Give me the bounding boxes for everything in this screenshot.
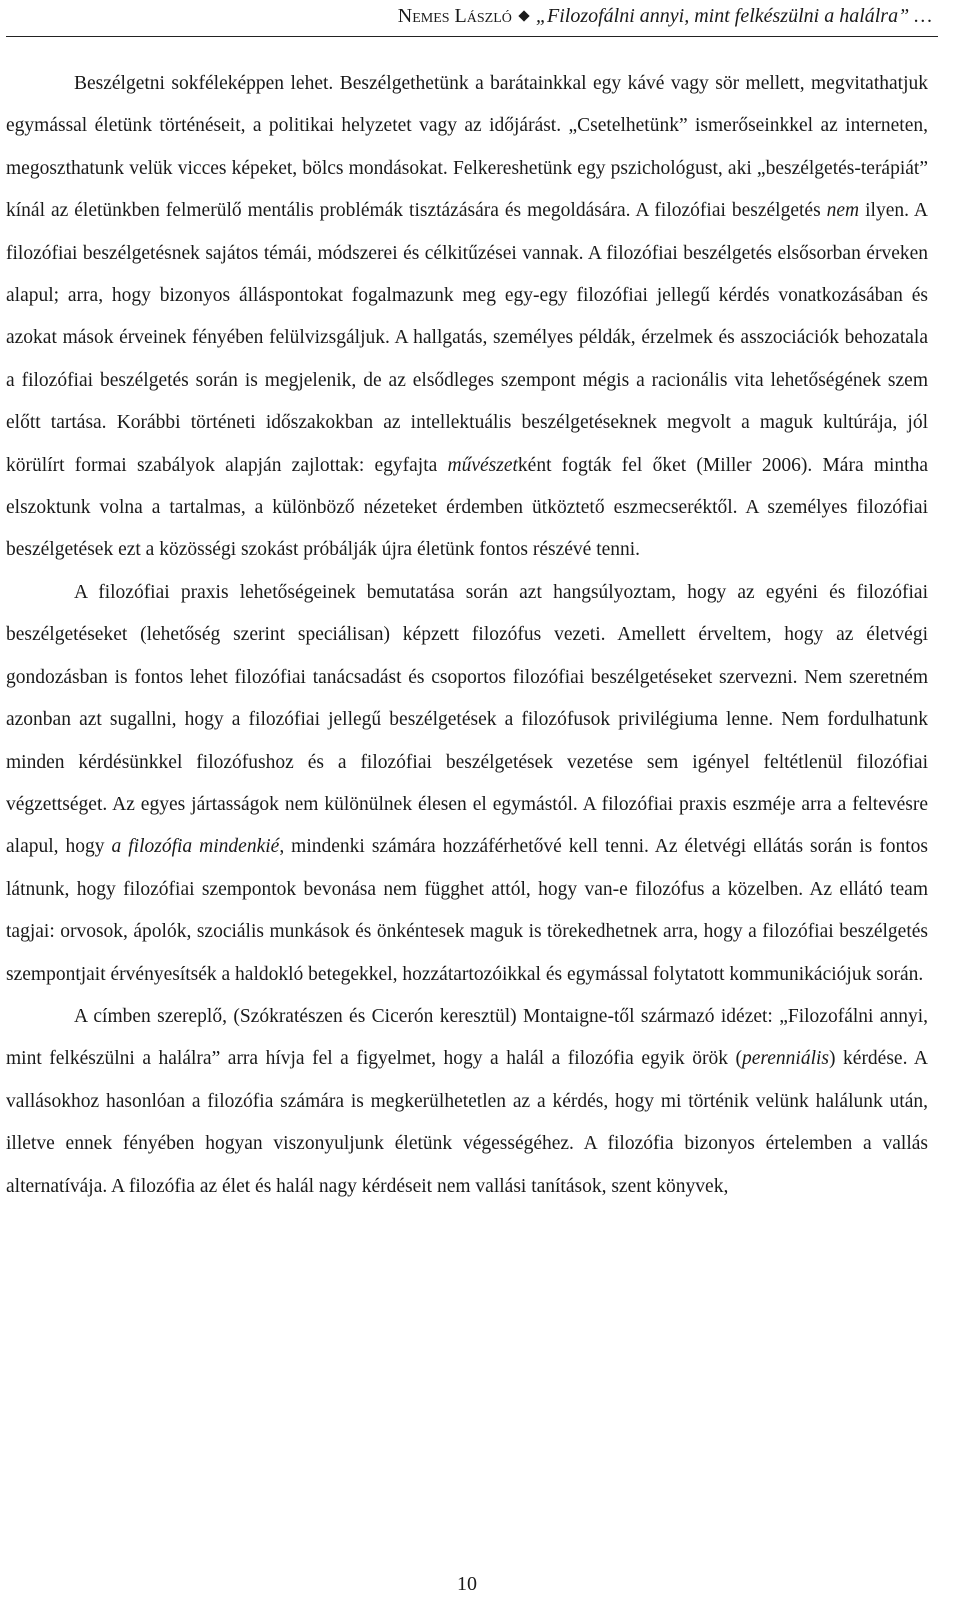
page-number: 10 [457, 1573, 477, 1595]
diamond-bullet-icon [518, 10, 529, 21]
paragraph-1 [6, 63, 928, 572]
italic-run: nem [826, 200, 860, 222]
italic-run: perenniális [741, 1048, 830, 1070]
text-run: A címben szereplő, (Szókratészen és Cicerón keresztül) Montaigne-től származó idézet: „Filozofálni annyi, mint felkészülni a halálra” arra hívja fel a figyelmet, hogy a halál a filozófia egyik örök ( [6, 1005, 928, 1070]
text-run: , mindenki számára hozzáférhetővé kell tenni. Az életvégi ellátás során is fontos látnunk, hogy filozófiai szempontok bevonása nem függhet attól, hogy van-e filozófus a közelben. Az ellátó team tagjai: orvosok, ápolók, szociális munkások és önkéntesek maguk is törekedhetnek arra, hogy a filozófiai beszélgetés szempontjait érvényesítsék a haldokló betegekkel, hozzátartozóikkal és egymással folytatott kommunikációjuk során. [6, 836, 928, 985]
header-title: „Filozofálni annyi, mint felkészülni a halálra” … [535, 5, 932, 27]
text-run: Beszélgetni sokféleképpen lehet. Beszélgethetünk a barátainkkal egy kávé vagy sör mellett, megvitathatjuk egymással életünk történéseit, a politikai helyzetet vagy az időjárást. „Csetelhetünk” ismerőseinkkel az interneten, megoszthatunk velük vicces képeket, bölcs mondásokat. Felkereshetünk egy pszichológust, aki „beszélgetés-terápiát” kínál az életünkben felmerülő mentális problémák tisztázására és megoldására. A filozófiai beszélgetés [6, 73, 928, 222]
body-text [6, 63, 928, 1208]
text-run: ként fogták fel őket (Miller 2006). Mára mintha elszoktunk volna a tartalmas, a különböző nézeteket érdemben ütköztető eszmecseréktől. A személyes filozófiai beszélgetések ezt a közösségi szokást próbálják újra életünk fontos részévé tenni. [6, 454, 929, 561]
text-run: ilyen. A filozófiai beszélgetésnek sajátos témái, módszerei és célkitűzései vannak. A filozófiai beszélgetés elsősorban érveken alapul; arra, hogy bizonyos álláspontokat fogalmazunk meg egy-egy filozófiai jellegű kérdés vonatkozásában és azokat mások érveinek fényében felülvizsgáljuk. A hallgatás, személyes példák, érzelmek és asszociációk behozatala a filozófiai beszélgetés során is megjelenik, de az elsődleges szempont mégis a racionális vita lehetőségének szem előtt tartása. Korábbi történeti időszakokban az intellektuális beszélgetéseknek megvolt a maguk kultúrája, jól körülírt formai szabályok alapján zajlottak: egyfajta [6, 200, 929, 476]
header-rule [6, 36, 938, 37]
paragraph-3 [6, 996, 928, 1208]
paragraph-2 [6, 572, 928, 996]
text-run: A filozófiai praxis lehetőségeinek bemutatása során azt hangsúlyoztam, hogy az egyéni és filozófiai beszélgetéseket (lehetőség szerint speciálisan) képzett filozófus vezeti. Amellett érveltem, hogy az életvégi gondozásban is fontos lehet filozófiai tanácsadást és csoportos filozófiai beszélgetéseket szervezni. Nem szeretném azonban azt sugallni, hogy a filozófiai jellegű beszélgetések a filozófusok privilégiuma lenne. Nem fordulhatunk minden kérdésünkkel filozófushoz és a filozófiai beszélgetések vezetése sem igényel feltétlenül filozófiai végzettséget. Az egyes jártasságok nem különülnek élesen el egymástól. A filozófiai praxis eszméje arra a feltevésre alapul, hogy [6, 581, 928, 858]
italic-run: művészet [447, 454, 518, 476]
text-run: ) kérdése. A vallásokhoz hasonlóan a filozófia számára is megkerülhetetlen az a kérdés, hogy mi történik velünk halálunk után, illetve ennek fényében hogyan viszonyuljunk életünk végességéhez. A filozófia bizonyos értelemben a vallás alternatívája. A filozófia az élet és halál nagy kérdéseit nem vallási tanítások, szent könyvek, [6, 1048, 928, 1197]
italic-run: a filozófia mindenkié [111, 836, 280, 858]
header-author: Nemes László [397, 5, 512, 27]
running-header [398, 4, 932, 28]
